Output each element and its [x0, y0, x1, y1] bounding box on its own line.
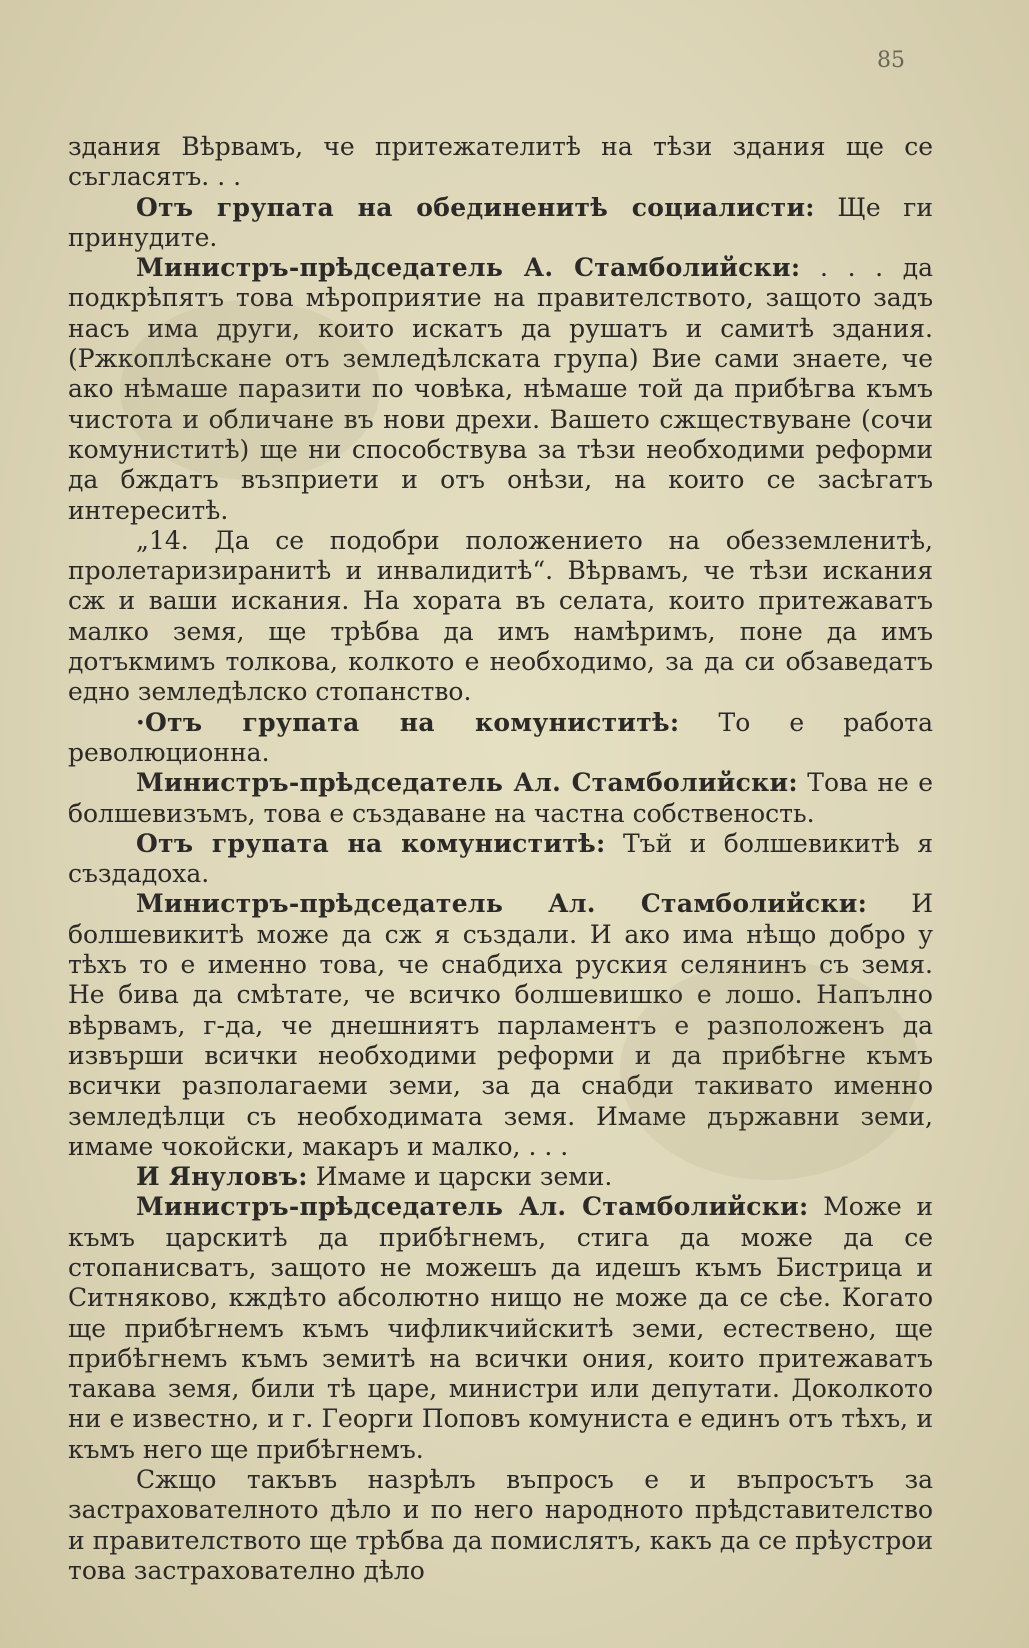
paper-stain	[620, 960, 920, 1180]
paragraph-text: здания Вѣрвамъ, че притежателитѣ на тѣзи здания ще се съгласятъ. . .	[68, 132, 933, 192]
paragraph-text: И болшевикитѣ може да сж я създали. И ако има нѣщо добро у тѣхъ то е именно това, че снабдиха руския селянинъ съ земя. Не бива да смѣтате, че всичко болшевишко е лошо. Напълно вѣрвамъ, г-да, че днешниятъ парламентъ е разположенъ да извърши всички необходими реформи и да прибѣгне къмъ всички разполагаеми земи, за да снабди такивато именно земледѣлци съ необходимата земя. Имаме държавни земи, имаме чокойски, макаръ и малко, . . .	[68, 889, 934, 1161]
paper-stain	[120, 300, 380, 480]
speaker-label: Министръ-прѣдседатель Ал. Стамболийски:	[136, 768, 798, 798]
paragraph-text: Ще ги принудите.	[68, 192, 934, 252]
paragraph	[68, 132, 933, 193]
paragraph-text: То е работа революционна.	[68, 707, 933, 767]
speaker-label: Министръ-прѣдседатель А. Стамболийски:	[136, 253, 801, 283]
speaker-label: И Януловъ:	[136, 1162, 308, 1192]
paragraph-text: „14. Да се подобри положението на обезземленитѣ, пролетаризиранитѣ и инвалидитѣ“. Вѣрвамъ, че тѣзи искания сж и ваши искания. На хората въ селата, които притежаватъ малко земя, ще трѣбва да имъ намѣримъ, поне да имъ дотъкмимъ толкова, колкото е необходимо, за да си обзаведатъ едно земледѣлско стопанство.	[68, 525, 933, 707]
speaker-label: Отъ групата на обединенитѣ социалисти:	[136, 192, 815, 222]
paragraph-text: Това не е болшевизъмъ, това е създаване на частна собственость.	[68, 768, 934, 828]
speaker-label: Министръ-прѣдседатель Ал. Стамболийски:	[136, 889, 868, 919]
paragraph-text: Имаме и царски земи.	[315, 1162, 613, 1192]
paragraph	[68, 193, 933, 254]
paragraph	[68, 1465, 933, 1586]
paragraph	[68, 1192, 933, 1465]
paragraph	[68, 526, 933, 708]
paragraph-text: Тъй и болшевикитѣ я създадоха.	[68, 828, 933, 889]
paragraph	[68, 708, 933, 769]
paragraph	[68, 768, 933, 829]
paragraph-text: Сжщо такъвъ назрѣлъ въпросъ е и въпросътъ за застрахователното дѣло и по него народното прѣдставителство и правителството ще трѣбва да помислятъ, какъ да се прѣустрои това застрахователно дѣло	[68, 1465, 933, 1585]
speaker-label: Министръ-прѣдседатель Ал. Стамболийски:	[136, 1192, 809, 1222]
paragraph	[68, 829, 933, 890]
paragraph-text: Може и къмъ царскитѣ да прибѣгнемъ, стига да може да се стопанисватъ, защото не можешъ да идешъ къмъ Бистрица и Ситняково, кждѣто абсолютно нищо не може да се сѣе. Когато ще прибѣгнемъ къмъ чифликчийскитѣ земи, естествено, ще прибѣгнемъ къмъ земитѣ на всички ония, които притежаватъ такава земя, били тѣ царе, министри или депутати. Доколкото ни е известно, и г. Георги Поповъ комуниста е единъ отъ тѣхъ, и къмъ него ще прибѣгнемъ.	[68, 1192, 933, 1464]
speaker-label: Отъ групата на комуниститѣ:	[136, 828, 606, 858]
paragraph-text: . . . да подкрѣпятъ това мѣроприятие на правителството, защото задъ насъ има други, които искатъ да рушатъ и самитѣ здания. (Ржкоплѣскане отъ земледѣлската група) Вие сами знаете, че ако нѣмаше паразити по човѣка, нѣмаше той да прибѣгва къмъ чистота и обличане въ нови дрехи. Вашето сжществуване (сочи комуниститѣ) ще ни способствува за тѣзи необходими реформи да бждатъ възприети и отъ онѣзи, на които се засѣгатъ интереситѣ.	[68, 253, 933, 525]
speaker-label: ·Отъ групата на комуниститѣ:	[136, 707, 680, 737]
page-number: 85	[877, 48, 905, 73]
